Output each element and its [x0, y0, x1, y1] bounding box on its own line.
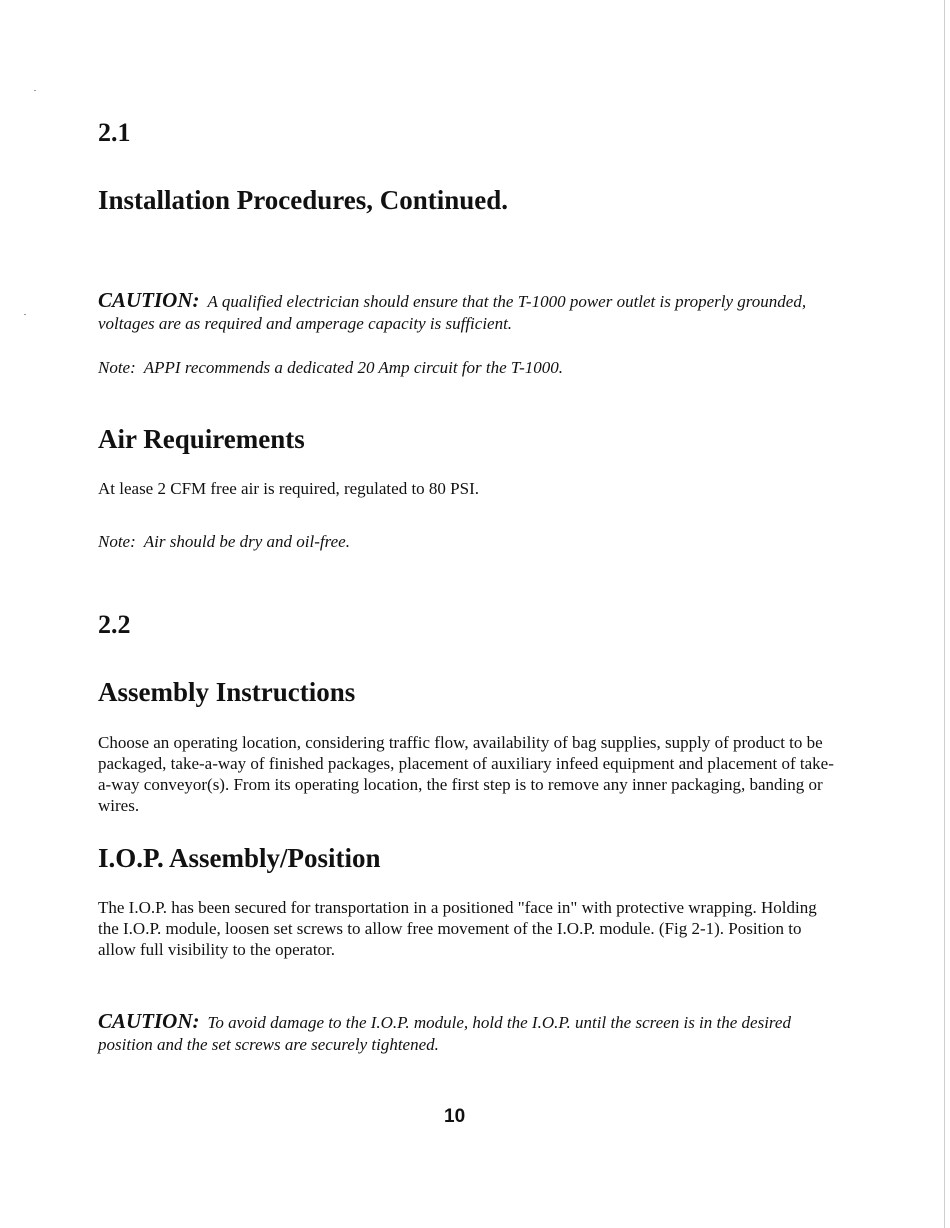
- page-number: 10: [444, 1106, 466, 1127]
- section-number-2-2: 2.2: [98, 610, 131, 639]
- section-number-2-1: 2.1: [98, 118, 131, 147]
- note-air: [98, 532, 350, 552]
- caution-label: CAUTION:: [98, 1009, 200, 1033]
- section-title-iop: I.O.P. Assembly/Position: [98, 843, 381, 873]
- iop-position-text: The I.O.P. has been secured for transportation in a positioned "face in" with protective wrapping. Holding the I.O.P. module, loosen set screws to allow free movement of the I.O.P. module. (Fig 2-1). Position to allow full visibility to the operator.: [98, 898, 817, 959]
- scan-speck: [34, 90, 36, 91]
- note-label: Note:: [98, 358, 136, 377]
- note-text: APPI recommends a dedicated 20 Amp circuit for the T-1000.: [143, 358, 564, 377]
- caution-electrical: [98, 289, 818, 335]
- section-title-assembly: Assembly Instructions: [98, 677, 356, 707]
- scan-speck: [24, 314, 26, 315]
- section-title-installation: Installation Procedures, Continued.: [98, 185, 509, 215]
- air-requirements-text: At lease 2 CFM free air is required, regulated to 80 PSI.: [98, 479, 479, 498]
- note-circuit: [98, 358, 563, 378]
- note-label: Note:: [98, 532, 136, 551]
- caution-text: To avoid damage to the I.O.P. module, hold the I.O.P. until the screen is in the desired position and the set screws are securely tightened.: [98, 1013, 791, 1054]
- caution-label: CAUTION:: [98, 288, 200, 312]
- caution-iop: [98, 1010, 818, 1056]
- caution-text: A qualified electrician should ensure that the T-1000 power outlet is properly grounded, voltages are as required and amperage capacity is sufficient.: [98, 292, 807, 333]
- assembly-instructions-text: Choose an operating location, considering traffic flow, availability of bag supplies, supply of product to be packaged, take-a-way of finished packages, placement of auxiliary infeed equipment and placement of take-a-way conveyor(s). From its operating location, the first step is to remove any inner packaging, banding or wires.: [98, 733, 834, 815]
- note-text: Air should be dry and oil-free.: [143, 532, 350, 551]
- section-title-air: Air Requirements: [98, 424, 305, 454]
- scan-edge-line: [944, 0, 945, 1228]
